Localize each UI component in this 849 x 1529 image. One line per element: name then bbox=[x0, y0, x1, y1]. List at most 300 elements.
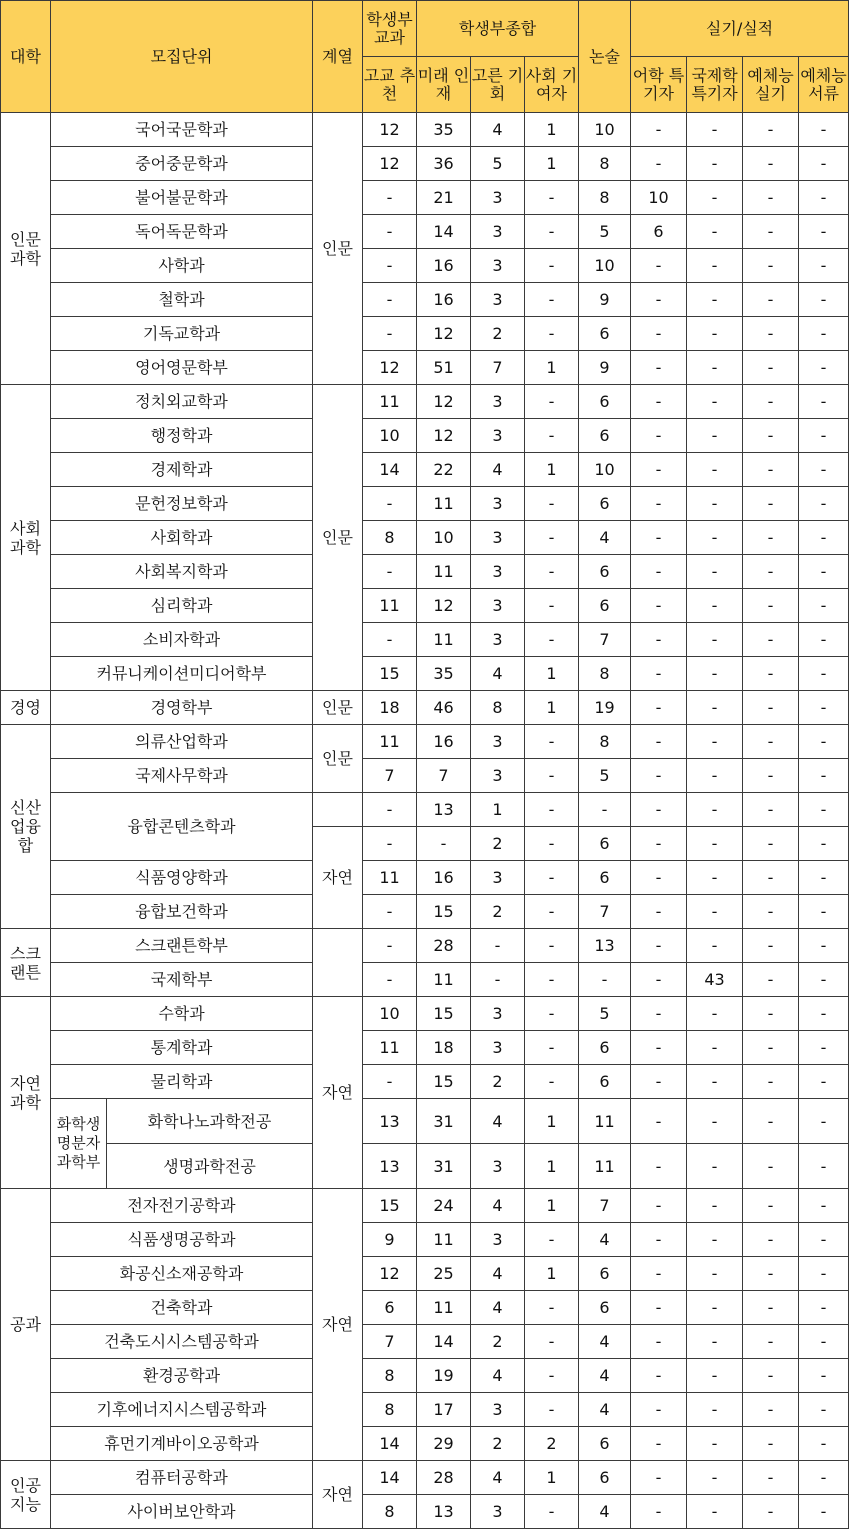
value-cell: 16 bbox=[417, 861, 471, 895]
value-cell: 6 bbox=[579, 385, 631, 419]
value-cell: 12 bbox=[363, 351, 417, 385]
value-cell: 9 bbox=[579, 283, 631, 317]
value-cell: 8 bbox=[363, 1495, 417, 1529]
value-cell: 3 bbox=[471, 181, 525, 215]
value-cell: - bbox=[525, 589, 579, 623]
value-cell: - bbox=[687, 1427, 743, 1461]
header-student-record-comprehensive: 학생부종합 bbox=[417, 1, 579, 57]
value-cell: - bbox=[743, 895, 799, 929]
value-cell: 8 bbox=[471, 691, 525, 725]
value-cell: 4 bbox=[471, 1461, 525, 1495]
value-cell: 3 bbox=[471, 521, 525, 555]
value-cell: 11 bbox=[417, 963, 471, 997]
unit-cell: 건축도시시스템공학과 bbox=[51, 1325, 313, 1359]
value-cell: - bbox=[525, 963, 579, 997]
value-cell: - bbox=[631, 419, 687, 453]
value-cell: 8 bbox=[579, 181, 631, 215]
header-social-contributor: 사회 기여자 bbox=[525, 57, 579, 113]
value-cell: - bbox=[525, 521, 579, 555]
value-cell: 3 bbox=[471, 215, 525, 249]
value-cell: 8 bbox=[579, 657, 631, 691]
value-cell: - bbox=[687, 1257, 743, 1291]
value-cell: - bbox=[631, 249, 687, 283]
value-cell: - bbox=[799, 1427, 849, 1461]
subgroup-cell: 화학생 명분자 과학부 bbox=[51, 1099, 107, 1189]
value-cell: - bbox=[363, 555, 417, 589]
track-cell: 자연 bbox=[313, 1189, 363, 1461]
value-cell: 4 bbox=[471, 1189, 525, 1223]
value-cell: 6 bbox=[579, 419, 631, 453]
header-unit: 모집단위 bbox=[51, 1, 313, 113]
value-cell: 31 bbox=[417, 1144, 471, 1189]
value-cell: - bbox=[799, 793, 849, 827]
value-cell: - bbox=[743, 589, 799, 623]
value-cell: 11 bbox=[417, 623, 471, 657]
unit-cell: 심리학과 bbox=[51, 589, 313, 623]
track-cell: 자연 bbox=[313, 1461, 363, 1529]
value-cell: - bbox=[799, 419, 849, 453]
track-cell bbox=[313, 929, 363, 997]
value-cell: - bbox=[743, 147, 799, 181]
unit-cell: 국제사무학과 bbox=[51, 759, 313, 793]
value-cell: - bbox=[743, 487, 799, 521]
value-cell: - bbox=[631, 1257, 687, 1291]
track-cell: 인문 bbox=[313, 385, 363, 691]
value-cell: 11 bbox=[363, 861, 417, 895]
value-cell: - bbox=[471, 929, 525, 963]
value-cell: 12 bbox=[417, 589, 471, 623]
value-cell: - bbox=[687, 589, 743, 623]
value-cell: - bbox=[799, 249, 849, 283]
table-row bbox=[1, 623, 849, 657]
value-cell: - bbox=[631, 317, 687, 351]
table-row bbox=[1, 453, 849, 487]
value-cell: - bbox=[631, 861, 687, 895]
value-cell: 18 bbox=[417, 1031, 471, 1065]
value-cell: - bbox=[631, 1031, 687, 1065]
value-cell: 3 bbox=[471, 1393, 525, 1427]
value-cell: 6 bbox=[363, 1291, 417, 1325]
value-cell: - bbox=[631, 793, 687, 827]
value-cell: 3 bbox=[471, 1223, 525, 1257]
value-cell: 28 bbox=[417, 1461, 471, 1495]
table-row bbox=[1, 317, 849, 351]
header-arts-document: 예체능 서류 bbox=[799, 57, 849, 113]
value-cell: - bbox=[687, 1495, 743, 1529]
value-cell: 5 bbox=[579, 997, 631, 1031]
group-cell: 자연 과학 bbox=[1, 997, 51, 1189]
value-cell: - bbox=[687, 249, 743, 283]
value-cell: 4 bbox=[471, 453, 525, 487]
value-cell: - bbox=[525, 1325, 579, 1359]
value-cell: - bbox=[631, 1189, 687, 1223]
value-cell: - bbox=[687, 1223, 743, 1257]
value-cell: - bbox=[631, 1099, 687, 1144]
value-cell: - bbox=[631, 589, 687, 623]
value-cell: - bbox=[743, 1099, 799, 1144]
value-cell: - bbox=[579, 963, 631, 997]
value-cell: 51 bbox=[417, 351, 471, 385]
value-cell: - bbox=[525, 623, 579, 657]
value-cell: - bbox=[631, 963, 687, 997]
unit-cell: 철학과 bbox=[51, 283, 313, 317]
unit-cell: 환경공학과 bbox=[51, 1359, 313, 1393]
value-cell: - bbox=[687, 385, 743, 419]
value-cell: - bbox=[743, 1495, 799, 1529]
value-cell: - bbox=[631, 1495, 687, 1529]
value-cell: - bbox=[687, 1359, 743, 1393]
value-cell: 3 bbox=[471, 759, 525, 793]
unit-cell: 사회복지학과 bbox=[51, 555, 313, 589]
value-cell: - bbox=[525, 385, 579, 419]
value-cell: 35 bbox=[417, 113, 471, 147]
value-cell: - bbox=[525, 997, 579, 1031]
value-cell: 14 bbox=[363, 1427, 417, 1461]
unit-cell: 물리학과 bbox=[51, 1065, 313, 1099]
value-cell: - bbox=[687, 1099, 743, 1144]
value-cell: - bbox=[799, 1223, 849, 1257]
value-cell: - bbox=[799, 1291, 849, 1325]
value-cell: - bbox=[687, 623, 743, 657]
value-cell: 3 bbox=[471, 997, 525, 1031]
group-cell: 신산 업융 합 bbox=[1, 725, 51, 929]
unit-cell: 불어불문학과 bbox=[51, 181, 313, 215]
value-cell: 1 bbox=[471, 793, 525, 827]
unit-cell: 소비자학과 bbox=[51, 623, 313, 657]
value-cell: - bbox=[743, 963, 799, 997]
value-cell: - bbox=[687, 419, 743, 453]
value-cell: 15 bbox=[363, 657, 417, 691]
table-row bbox=[1, 725, 849, 759]
value-cell: 4 bbox=[579, 1325, 631, 1359]
unit-cell: 화학나노과학전공 bbox=[107, 1099, 313, 1144]
value-cell: 8 bbox=[579, 147, 631, 181]
value-cell: - bbox=[799, 351, 849, 385]
unit-cell: 행정학과 bbox=[51, 419, 313, 453]
value-cell: 1 bbox=[525, 453, 579, 487]
table-row bbox=[1, 147, 849, 181]
value-cell: - bbox=[363, 487, 417, 521]
value-cell: - bbox=[799, 1189, 849, 1223]
track-cell: 인문 bbox=[313, 691, 363, 725]
value-cell: - bbox=[631, 555, 687, 589]
value-cell: 7 bbox=[471, 351, 525, 385]
value-cell: 11 bbox=[417, 1223, 471, 1257]
value-cell: - bbox=[799, 1495, 849, 1529]
table-row bbox=[1, 487, 849, 521]
value-cell: 3 bbox=[471, 1144, 525, 1189]
value-cell: 6 bbox=[579, 1291, 631, 1325]
header-essay: 논술 bbox=[579, 1, 631, 113]
table-row bbox=[1, 1393, 849, 1427]
header-student-record-subject: 학생부 교과 bbox=[363, 1, 417, 57]
value-cell: - bbox=[631, 759, 687, 793]
value-cell: - bbox=[799, 453, 849, 487]
value-cell: 1 bbox=[525, 1461, 579, 1495]
table-row bbox=[1, 691, 849, 725]
value-cell: 7 bbox=[579, 895, 631, 929]
value-cell: - bbox=[631, 351, 687, 385]
value-cell: - bbox=[799, 1461, 849, 1495]
value-cell: - bbox=[743, 623, 799, 657]
value-cell: 16 bbox=[417, 725, 471, 759]
value-cell: 2 bbox=[471, 827, 525, 861]
value-cell: 3 bbox=[471, 861, 525, 895]
value-cell: - bbox=[525, 1495, 579, 1529]
table-row bbox=[1, 1291, 849, 1325]
value-cell: - bbox=[743, 657, 799, 691]
value-cell: - bbox=[743, 1257, 799, 1291]
value-cell: 6 bbox=[579, 1065, 631, 1099]
table-row bbox=[1, 589, 849, 623]
table-row bbox=[1, 1031, 849, 1065]
value-cell: - bbox=[363, 793, 417, 827]
unit-cell: 스크랜튼학부 bbox=[51, 929, 313, 963]
value-cell: - bbox=[525, 861, 579, 895]
value-cell: - bbox=[743, 249, 799, 283]
value-cell: 2 bbox=[471, 1427, 525, 1461]
value-cell: - bbox=[687, 1144, 743, 1189]
value-cell: 5 bbox=[579, 759, 631, 793]
value-cell: - bbox=[363, 623, 417, 657]
value-cell: 3 bbox=[471, 725, 525, 759]
table-row bbox=[1, 1144, 849, 1189]
value-cell: - bbox=[743, 521, 799, 555]
value-cell: - bbox=[525, 827, 579, 861]
value-cell: - bbox=[525, 1393, 579, 1427]
value-cell: 12 bbox=[363, 147, 417, 181]
value-cell: - bbox=[799, 147, 849, 181]
value-cell: - bbox=[525, 555, 579, 589]
header-school-recommend: 고교 추천 bbox=[363, 57, 417, 113]
value-cell: - bbox=[687, 521, 743, 555]
value-cell: - bbox=[525, 895, 579, 929]
value-cell: 12 bbox=[363, 113, 417, 147]
track-cell: 자연 bbox=[313, 827, 363, 929]
value-cell: - bbox=[687, 759, 743, 793]
value-cell: 4 bbox=[579, 1223, 631, 1257]
group-cell: 사회 과학 bbox=[1, 385, 51, 691]
unit-cell: 경영학부 bbox=[51, 691, 313, 725]
value-cell: - bbox=[631, 385, 687, 419]
value-cell: - bbox=[687, 1031, 743, 1065]
table-row bbox=[1, 1065, 849, 1099]
value-cell: 15 bbox=[363, 1189, 417, 1223]
value-cell: 7 bbox=[417, 759, 471, 793]
unit-cell: 사회학과 bbox=[51, 521, 313, 555]
value-cell: 16 bbox=[417, 283, 471, 317]
value-cell: - bbox=[363, 929, 417, 963]
value-cell: - bbox=[631, 929, 687, 963]
value-cell: 3 bbox=[471, 623, 525, 657]
value-cell: 10 bbox=[579, 113, 631, 147]
value-cell: - bbox=[687, 895, 743, 929]
value-cell: 3 bbox=[471, 385, 525, 419]
value-cell: 12 bbox=[417, 385, 471, 419]
value-cell: - bbox=[631, 1393, 687, 1427]
value-cell: 19 bbox=[417, 1359, 471, 1393]
unit-cell: 융합콘텐츠학과 bbox=[51, 793, 313, 861]
value-cell: - bbox=[799, 861, 849, 895]
value-cell: 46 bbox=[417, 691, 471, 725]
value-cell: 22 bbox=[417, 453, 471, 487]
value-cell: - bbox=[687, 1461, 743, 1495]
value-cell: - bbox=[743, 1461, 799, 1495]
value-cell: - bbox=[799, 827, 849, 861]
group-cell: 경영 bbox=[1, 691, 51, 725]
table-row bbox=[1, 181, 849, 215]
value-cell: 1 bbox=[525, 691, 579, 725]
header-practical: 실기/실적 bbox=[631, 1, 849, 57]
value-cell: 24 bbox=[417, 1189, 471, 1223]
value-cell: - bbox=[363, 249, 417, 283]
value-cell: 4 bbox=[471, 1257, 525, 1291]
value-cell: - bbox=[799, 1393, 849, 1427]
value-cell: 8 bbox=[579, 725, 631, 759]
value-cell: - bbox=[525, 181, 579, 215]
value-cell: 6 bbox=[579, 1257, 631, 1291]
unit-cell: 기후에너지시스템공학과 bbox=[51, 1393, 313, 1427]
table-row bbox=[1, 1359, 849, 1393]
value-cell: 4 bbox=[579, 521, 631, 555]
value-cell: 12 bbox=[417, 317, 471, 351]
value-cell: - bbox=[525, 215, 579, 249]
value-cell: - bbox=[631, 1144, 687, 1189]
value-cell: 35 bbox=[417, 657, 471, 691]
value-cell: - bbox=[743, 827, 799, 861]
value-cell: - bbox=[743, 351, 799, 385]
value-cell: - bbox=[687, 113, 743, 147]
table-row bbox=[1, 1461, 849, 1495]
value-cell: 4 bbox=[579, 1393, 631, 1427]
group-cell: 공과 bbox=[1, 1189, 51, 1461]
unit-cell: 사이버보안학과 bbox=[51, 1495, 313, 1529]
value-cell: 13 bbox=[363, 1144, 417, 1189]
value-cell: 14 bbox=[363, 453, 417, 487]
value-cell: 2 bbox=[525, 1427, 579, 1461]
table-row bbox=[1, 997, 849, 1031]
value-cell: - bbox=[631, 827, 687, 861]
value-cell: - bbox=[631, 487, 687, 521]
table-row bbox=[1, 1099, 849, 1144]
unit-cell: 수학과 bbox=[51, 997, 313, 1031]
unit-cell: 휴먼기계바이오공학과 bbox=[51, 1427, 313, 1461]
value-cell: 6 bbox=[579, 1031, 631, 1065]
value-cell: 6 bbox=[579, 861, 631, 895]
value-cell: - bbox=[687, 283, 743, 317]
value-cell: - bbox=[631, 623, 687, 657]
value-cell: 11 bbox=[363, 1031, 417, 1065]
value-cell: - bbox=[525, 1291, 579, 1325]
value-cell: - bbox=[799, 317, 849, 351]
value-cell: - bbox=[743, 385, 799, 419]
table-row bbox=[1, 1189, 849, 1223]
value-cell: 8 bbox=[363, 1359, 417, 1393]
value-cell: - bbox=[525, 725, 579, 759]
value-cell: 15 bbox=[417, 1065, 471, 1099]
value-cell: 12 bbox=[417, 419, 471, 453]
value-cell: - bbox=[743, 215, 799, 249]
header-language-talent: 어학 특기자 bbox=[631, 57, 687, 113]
unit-cell: 생명과학전공 bbox=[107, 1144, 313, 1189]
value-cell: 4 bbox=[579, 1359, 631, 1393]
table-row bbox=[1, 793, 849, 827]
header-equal-opportunity: 고른 기회 bbox=[471, 57, 525, 113]
value-cell: - bbox=[799, 113, 849, 147]
value-cell: - bbox=[743, 1427, 799, 1461]
header-future-talent: 미래 인재 bbox=[417, 57, 471, 113]
table-row bbox=[1, 657, 849, 691]
value-cell: - bbox=[417, 827, 471, 861]
value-cell: 3 bbox=[471, 589, 525, 623]
value-cell: - bbox=[525, 793, 579, 827]
value-cell: 4 bbox=[471, 657, 525, 691]
value-cell: 11 bbox=[417, 555, 471, 589]
value-cell: - bbox=[687, 181, 743, 215]
value-cell: - bbox=[687, 861, 743, 895]
value-cell: 7 bbox=[579, 1189, 631, 1223]
value-cell: 6 bbox=[579, 555, 631, 589]
table-row bbox=[1, 385, 849, 419]
value-cell: - bbox=[799, 1359, 849, 1393]
value-cell: - bbox=[799, 725, 849, 759]
value-cell: - bbox=[743, 1393, 799, 1427]
unit-cell: 국제학부 bbox=[51, 963, 313, 997]
value-cell: - bbox=[631, 1427, 687, 1461]
value-cell: - bbox=[631, 725, 687, 759]
value-cell: - bbox=[743, 997, 799, 1031]
unit-cell: 경제학과 bbox=[51, 453, 313, 487]
value-cell: 31 bbox=[417, 1099, 471, 1144]
value-cell: - bbox=[363, 317, 417, 351]
value-cell: - bbox=[799, 1144, 849, 1189]
value-cell: - bbox=[525, 283, 579, 317]
value-cell: - bbox=[799, 963, 849, 997]
unit-cell: 식품생명공학과 bbox=[51, 1223, 313, 1257]
value-cell: - bbox=[743, 793, 799, 827]
table-row bbox=[1, 759, 849, 793]
value-cell: - bbox=[525, 929, 579, 963]
value-cell: 2 bbox=[471, 317, 525, 351]
value-cell: - bbox=[743, 759, 799, 793]
value-cell: 4 bbox=[471, 1099, 525, 1144]
value-cell: - bbox=[631, 113, 687, 147]
value-cell: - bbox=[799, 283, 849, 317]
unit-cell: 건축학과 bbox=[51, 1291, 313, 1325]
value-cell: - bbox=[631, 1065, 687, 1099]
value-cell: - bbox=[743, 453, 799, 487]
value-cell: - bbox=[687, 1393, 743, 1427]
value-cell: - bbox=[743, 1223, 799, 1257]
value-cell: - bbox=[631, 147, 687, 181]
value-cell: 16 bbox=[417, 249, 471, 283]
unit-cell: 융합보건학과 bbox=[51, 895, 313, 929]
value-cell: - bbox=[799, 691, 849, 725]
value-cell: 3 bbox=[471, 283, 525, 317]
value-cell: - bbox=[687, 725, 743, 759]
value-cell: - bbox=[631, 691, 687, 725]
value-cell: - bbox=[363, 895, 417, 929]
unit-cell: 커뮤니케이션미디어학부 bbox=[51, 657, 313, 691]
value-cell: 9 bbox=[579, 351, 631, 385]
value-cell: 4 bbox=[471, 113, 525, 147]
header-intl-talent: 국제학 특기자 bbox=[687, 57, 743, 113]
value-cell: 6 bbox=[579, 589, 631, 623]
value-cell: - bbox=[687, 929, 743, 963]
value-cell: 15 bbox=[417, 997, 471, 1031]
value-cell: 6 bbox=[579, 1461, 631, 1495]
value-cell: - bbox=[743, 283, 799, 317]
